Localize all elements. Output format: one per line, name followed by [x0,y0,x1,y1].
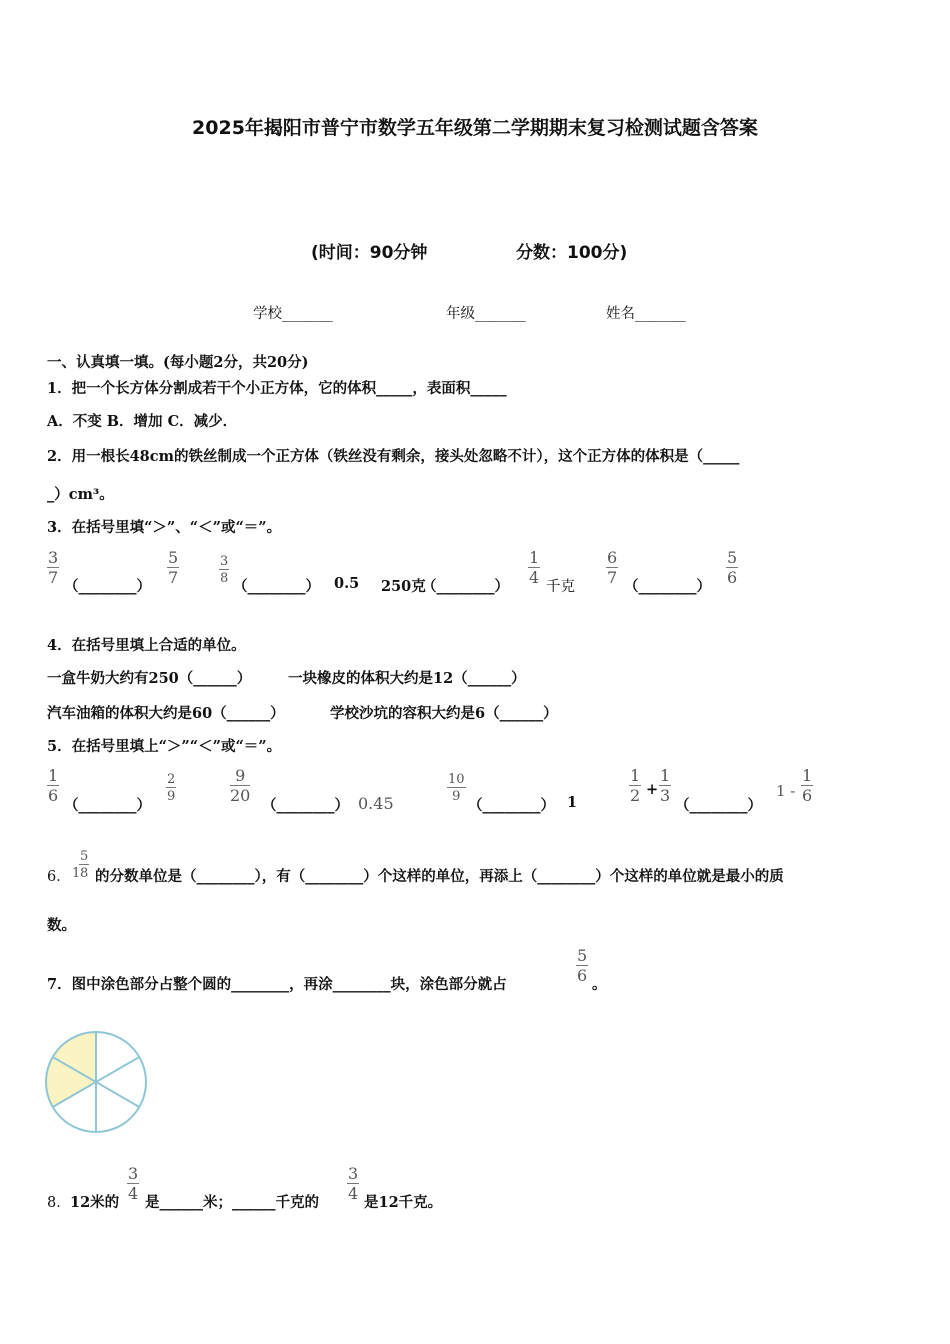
fraction: 2 9 [167,772,176,804]
question-7-end: 。 [592,976,607,993]
question-6-number: 6． [47,869,71,885]
exam-score: 分数：100分) [516,243,628,263]
question-1: 1．把一个长方体分割成若干个小正方体，它的体积_____，表面积_____ [47,380,507,397]
answer-blank[interactable]: （________） [64,797,151,814]
name-field[interactable]: 姓名_______ [606,306,686,322]
question-6-cont: 数。 [47,917,76,934]
question-8-part: 是______米；______千克的 [145,1194,319,1211]
question-4-item: 学校沙坑的容积大约是6（______） [330,705,558,722]
decimal-value: 0.45 [358,794,394,813]
answer-blank[interactable]: （________） [64,578,151,595]
fraction: 3 4 [348,1164,359,1203]
answer-blank[interactable]: （________） [675,797,762,814]
page-title: 2025年揭阳市普宁市数学五年级第二学期期末复习检测试题含答案 [192,117,758,139]
plus-sign: + [646,781,659,798]
question-8-part: 是12千克。 [364,1194,443,1211]
fraction: 6 7 [607,548,618,587]
question-3: 3．在括号里填“＞”、“＜”或“＝”。 [47,519,282,536]
question-4-item: 一盒牛奶大约有250（______） [47,670,252,687]
school-field[interactable]: 学校_______ [253,306,333,322]
answer-blank[interactable]: （________） [422,578,509,595]
exam-time: (时间：90分钟 [311,243,428,263]
question-4-item: 一块橡皮的体积大约是12（______） [288,670,526,687]
fraction: 1 3 [660,766,671,805]
question-6: 的分数单位是（________），有（________）个这样的单位，再添上（________）个这样的单位就是最小的质 [95,868,784,885]
question-2-cont: _）cm³。 [47,486,114,503]
question-1-options: A．不变 B．增加 C．减少． [47,413,238,430]
decimal-value: 0.5 [334,575,360,592]
fraction: 10 9 [448,772,465,804]
integer-value: 1 [567,794,578,811]
fraction: 1 4 [529,548,540,587]
fraction: 5 6 [727,548,738,587]
fraction: 1 2 [630,766,641,805]
fraction: 1 6 [48,766,59,805]
answer-blank[interactable]: （________） [233,578,320,595]
fraction: 3 8 [220,554,229,586]
answer-blank[interactable]: （________） [468,797,555,814]
grade-field[interactable]: 年级_______ [446,306,526,322]
divided-circle-figure [44,1030,148,1134]
question-4: 4．在括号里填上合适的单位。 [47,637,246,654]
fraction: 5 7 [168,548,179,587]
section-heading: 一、认真填一填。(每小题2分，共20分) [47,354,309,371]
question-7: 7．图中涂色部分占整个圆的________，再涂________块，涂色部分就占 [47,976,507,993]
question-2: 2．用一根长48cm的铁丝制成一个正方体（铁丝没有剩余，接头处忽略不计），这个正方体的体积是（_____ [47,448,740,465]
one-minus: 1 - [776,782,796,800]
fraction: 5 6 [577,946,588,985]
question-4-item: 汽车油箱的体积大约是60（______） [47,705,285,722]
gram-value: 250克 [381,578,426,595]
fraction: 3 4 [128,1164,139,1203]
question-8-part: 12米的 [70,1194,120,1211]
question-5: 5．在括号里填上“＞”“＜”或“＝”。 [47,738,282,755]
answer-blank[interactable]: （________） [624,578,711,595]
answer-blank[interactable]: （________） [262,797,349,814]
fraction: 3 7 [48,548,59,587]
kg-unit: 千克 [546,579,575,595]
fraction: 9 20 [230,766,251,805]
fraction: 5 8 [80,849,89,881]
question-8-number: 8． [47,1195,71,1211]
fraction: 1 6 [802,766,813,805]
mixed-whole: 1 [72,866,81,881]
